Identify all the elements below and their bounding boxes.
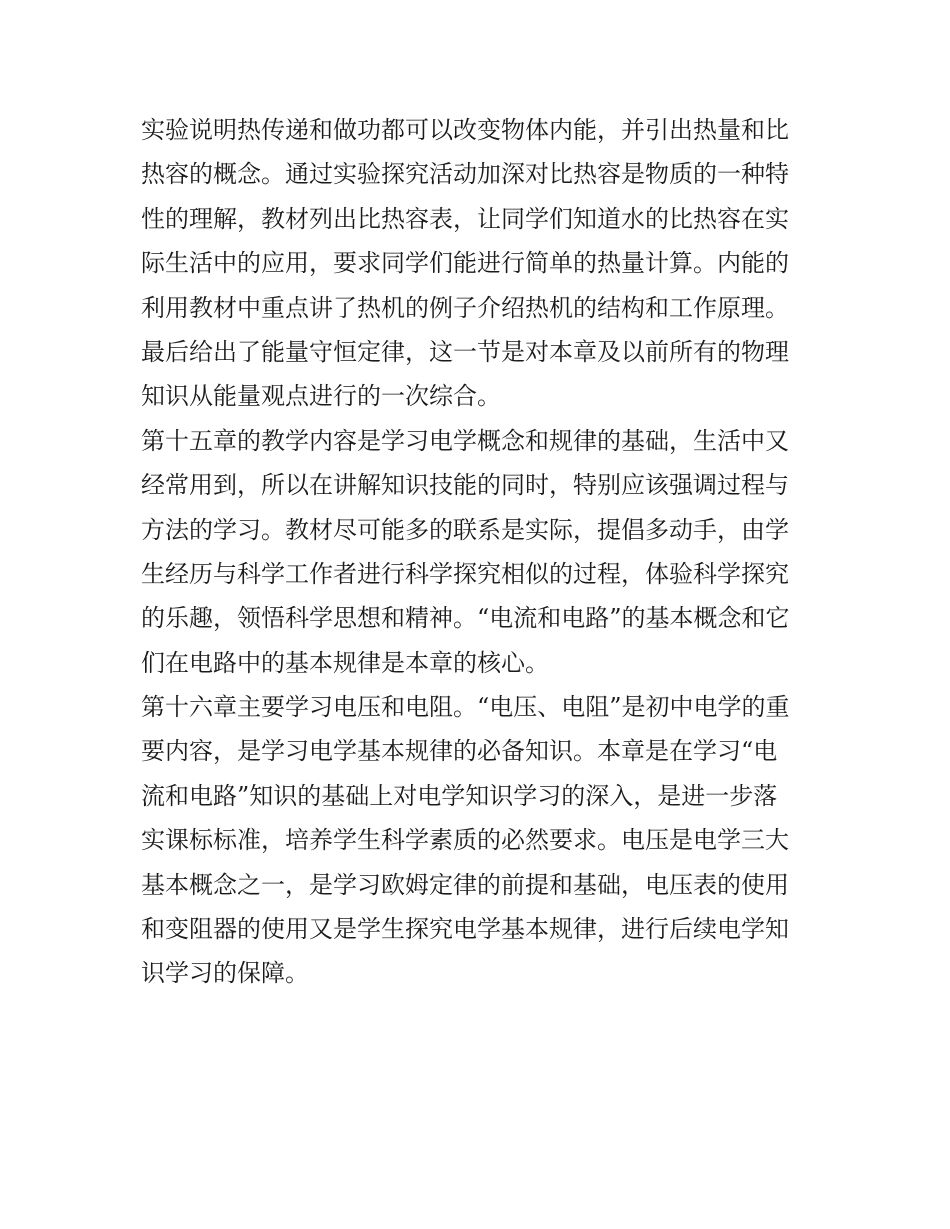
text-line: 生经历与科学工作者进行科学探究相似的过程，体验科学探究	[141, 559, 789, 588]
text-line: 利用教材中重点讲了热机的例子介绍热机的结构和工作原理。	[141, 293, 789, 322]
body-text	[141, 108, 821, 996]
text-line: 知识从能量观点进行的一次综合。	[141, 382, 501, 411]
text-line: 第十六章主要学习电压和电阻。“电压、电阻”是初中电学的重	[141, 693, 790, 722]
text-line: 流和电路”知识的基础上对电学知识学习的深入，是进一步落	[141, 781, 778, 810]
text-line: 实课标标准，培养学生科学素质的必然要求。电压是电学三大	[141, 826, 789, 855]
text-line: 的乐趣，领悟科学思想和精神。“电流和电路”的基本概念和它	[141, 604, 790, 633]
text-line: 经常用到，所以在讲解知识技能的同时，特别应该强调过程与	[141, 471, 789, 500]
text-line: 性的理解，教材列出比热容表，让同学们知道水的比热容在实	[141, 204, 789, 233]
text-line: 们在电路中的基本规律是本章的核心。	[141, 648, 549, 677]
text-line: 基本概念之一，是学习欧姆定律的前提和基础，电压表的使用	[141, 870, 789, 899]
text-line: 热容的概念。通过实验探究活动加深对比热容是物质的一种特	[141, 160, 789, 189]
text-line: 识学习的保障。	[141, 959, 309, 988]
text-line: 要内容，是学习电学基本规律的必备知识。本章是在学习“电	[141, 737, 778, 766]
text-line: 实验说明热传递和做功都可以改变物体内能，并引出热量和比	[141, 116, 789, 144]
text-line: 方法的学习。教材尽可能多的联系是实际，提倡多动手，由学	[141, 515, 789, 544]
text-line: 第十五章的教学内容是学习电学概念和规律的基础，生活中又	[141, 426, 789, 455]
text-line: 际生活中的应用，要求同学们能进行简单的热量计算。内能的	[141, 249, 789, 278]
text-line: 和变阻器的使用又是学生探究电学基本规律，进行后续电学知	[141, 915, 789, 944]
text-line: 最后给出了能量守恒定律，这一节是对本章及以前所有的物理	[141, 337, 789, 366]
